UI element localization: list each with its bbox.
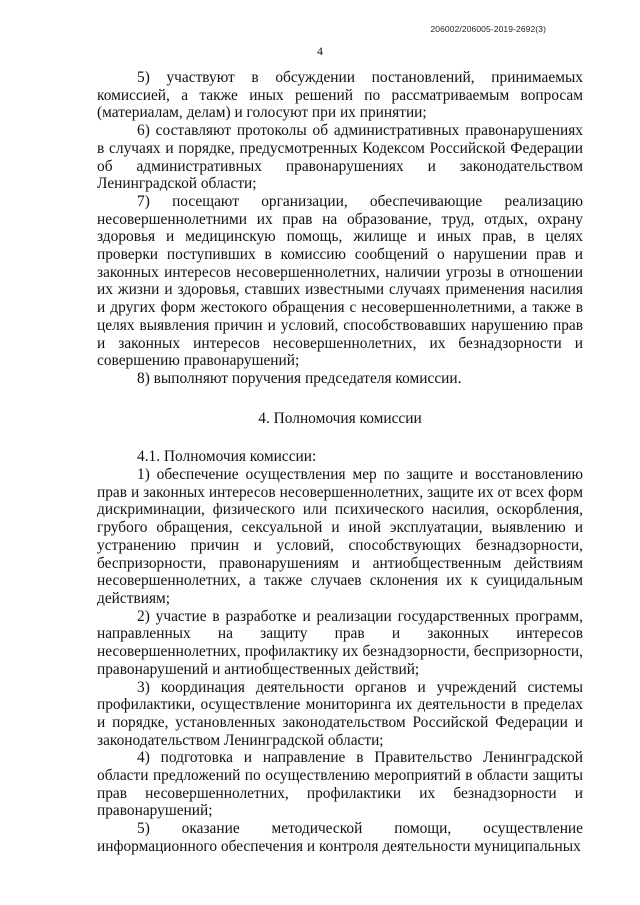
document-body	[97, 69, 583, 856]
list-item: 1) обеспечение осуществления мер по защите и восстановлению прав и законных интересов несовершеннолетних, защите их от всех форм дискриминации, физического или психического насилия, оскорбления, грубого обращения, сексуальной и иной эксплуатации, выявлению и устранению причин и условий, способствующих безнадзорности, беспризорности, правонарушениям и антиобщественным действиям несовершеннолетних, а также случаев склонения их к суицидальным действиям;	[97, 466, 583, 607]
document-registration-code: 206002/206005-2019-2692(3)	[430, 24, 546, 34]
list-item: 5) участвуют в обсуждении постановлений, принимаемых комиссией, а также иных решений по рассматриваемым вопросам (материалам, делам) и голосуют при их принятии;	[97, 69, 583, 122]
list-item: 4) подготовка и направление в Правительство Ленинградской области предложений по осуществлению мероприятий в области защиты прав несовершеннолетних, профилактики их безнадзорности и правонарушений;	[97, 749, 583, 820]
list-item: 6) составляют протоколы об административных правонарушениях в случаях и порядке, предусмотренных Кодексом Российской Федерации об административных правонарушениях и законодательством Ленинградской области;	[97, 122, 583, 193]
section-heading: 4. Полномочия комиссии	[258, 409, 422, 427]
list-item: 7) посещают организации, обеспечивающие реализацию несовершеннолетними их прав на образование, труд, отдых, охрану здоровья и медицинскую помощь, жилище и иных прав, в целях проверки поступивших в комиссию сообщений о нарушении прав и законных интересов несовершеннолетних, наличии угрозы в отношении их жизни и здоровья, ставших известными случаях применения насилия и других форм жестокого обращения с несовершеннолетними, а также в целях выявления причин и условий, способствовавших нарушению прав и законных интересов несовершеннолетних, их безнадзорности и совершению правонарушений;	[97, 192, 583, 370]
list-item: 5) оказание методической помощи, осуществление информационного обеспечения и контроля деятельности муниципальных	[97, 820, 583, 855]
list-item: 8) выполняют поручения председателя комиссии.	[137, 369, 462, 387]
page-number: 4	[317, 44, 323, 58]
subsection-intro: 4.1. Полномочия комиссии:	[137, 448, 317, 466]
list-item: 2) участие в разработке и реализации государственных программ, направленных на защиту прав и законных интересов несовершеннолетних, профилактику их безнадзорности, беспризорности, правонарушений и антиобщественных действий;	[97, 607, 583, 678]
list-item: 3) координация деятельности органов и учреждений системы профилактики, осуществление мониторинга их деятельности в пределах и порядке, установленных законодательством Российской Федерации и законодательством Ленинградской области;	[97, 678, 583, 749]
